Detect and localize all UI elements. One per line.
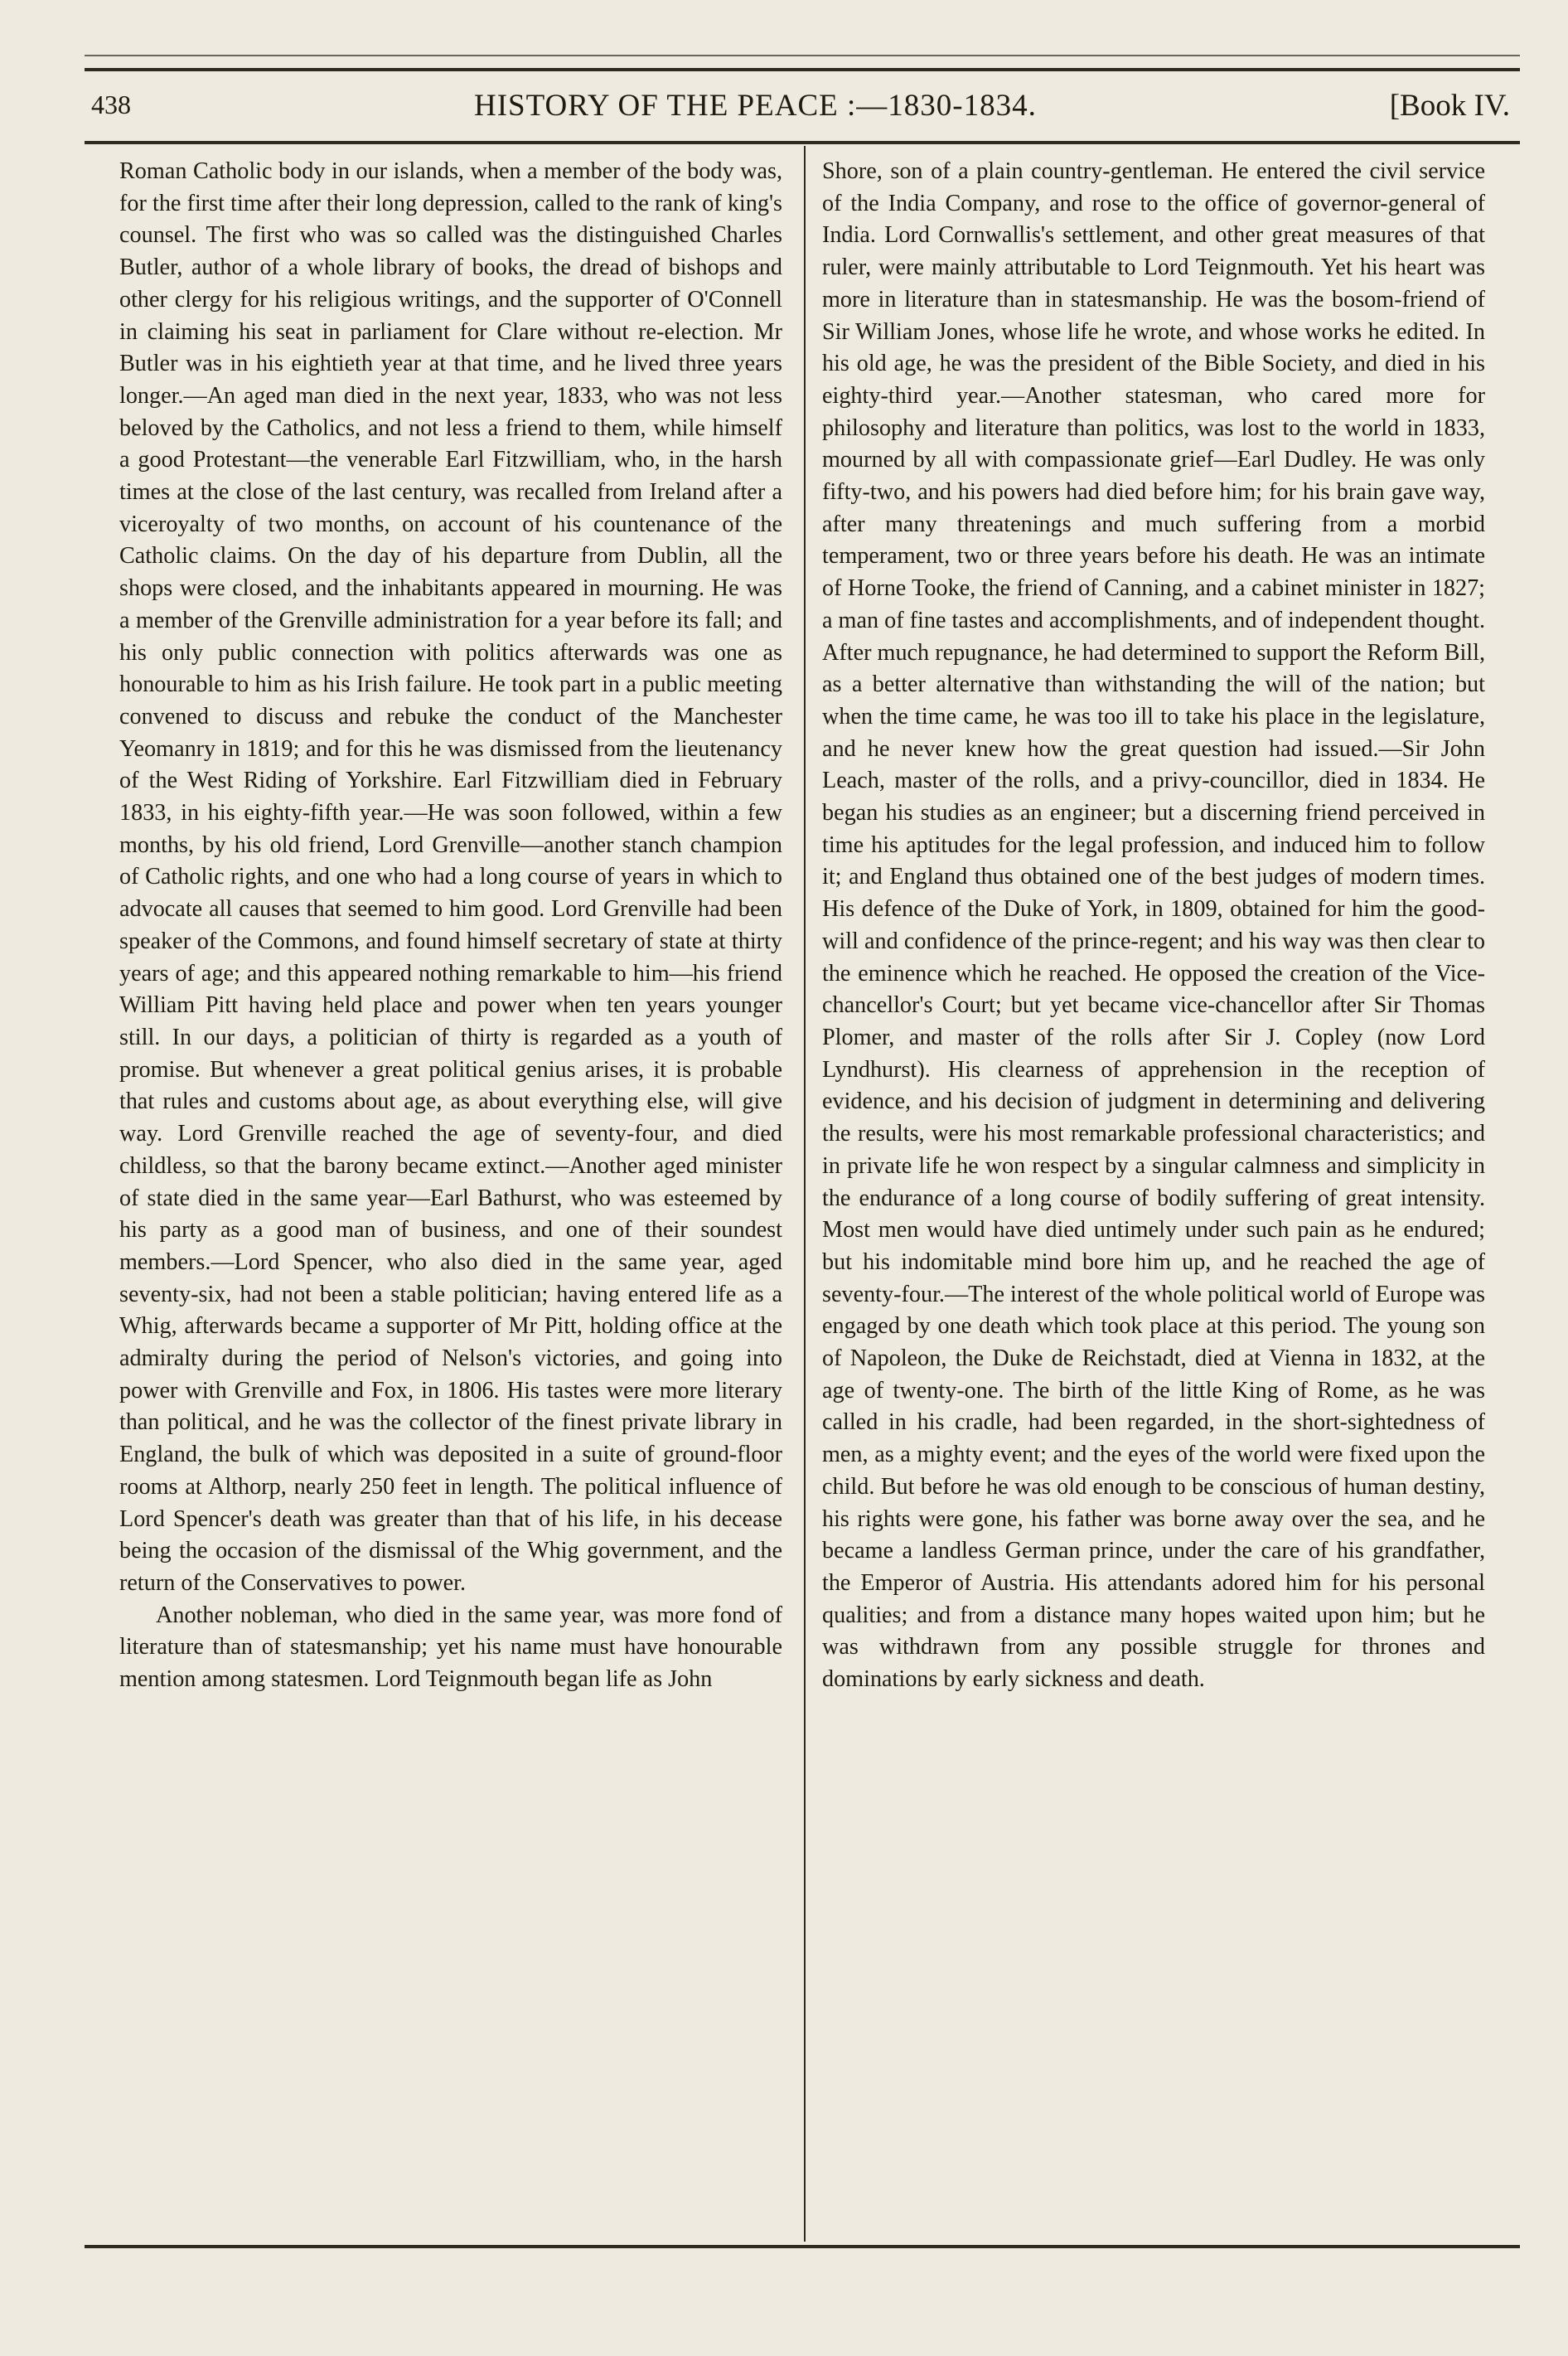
book-label: [Book IV. [1389,89,1510,123]
right-column [822,156,1485,2237]
column-divider [804,146,806,2242]
top-rule-thick [85,68,1520,71]
running-header [91,76,1518,134]
bottom-rule [85,2245,1520,2248]
running-title: HISTORY OF THE PEACE :—1830-1834. [474,89,1037,123]
paragraph: Roman Catholic body in our islands, when a member of the body was, for the first time after their long depression, called to the rank of king's counsel. The first who was so called was the distinguished Charles Butler, author of a whole library of books, the dread of bishops and other clergy for his religious writings, and the supporter of O'Connell in claiming his seat in parliament for Clare without re-election. Mr Butler was in his eightieth year at that time, and he lived three years longer.—An aged man died in the next year, 1833, who was not less beloved by the Catholics, and not less a friend to them, while himself a good Protestant—the venerable Earl Fitzwilliam, who, in the harsh times at the close of the last century, was recalled from Ireland after a viceroyalty of two months, on account of his countenance of the Catholic claims. On the day of his departure from Dublin, all the shops were closed, and the inhabitants appeared in mourning. He was a member of the Grenville administration for a year before its fall; and his only public connection with politics afterwards was one as honourable to him as his Irish failure. He took part in a public meeting convened to discuss and rebuke the conduct of the Manchester Yeomanry in 1819; and for this he was dismissed from the lieutenancy of the West Riding of Yorkshire. Earl Fitzwilliam died in February 1833, in his eighty-fifth year.—He was soon followed, within a few months, by his old friend, Lord Grenville—another stanch champion of Catholic rights, and one who had a long course of years in which to advocate all causes that seemed to him good. Lord Grenville had been speaker of the Commons, and found himself secretary of state at thirty years of age; and this appeared nothing remarkable to him—his friend William Pitt having held place and power when ten years younger still. In our days, a politician of thirty is regarded as a youth of promise. But whenever a great political genius arises, it is probable that rules and customs about age, as about everything else, will give way. Lord Grenville reached the age of seventy-four, and died childless, so that the barony became extinct.—Another aged minister of state died in the same year—Earl Bathurst, who was esteemed by his party as a good man of business, and one of their soundest members.—Lord Spencer, who also died in the same year, aged seventy-six, had not been a stable politician; having entered life as a Whig, afterwards became a supporter of Mr Pitt, holding office at the admiralty during the period of Nelson's victories, and going into power with Grenville and Fox, in 1806. His tastes were more literary than political, and he was the collector of the finest private library in England, the bulk of which was deposited in a suite of ground-floor rooms at Althorp, nearly 250 feet in length. The political influence of Lord Spencer's death was greater than that of his life, in his decease being the occasion of the dismissal of the Whig government, and the return of the Conservatives to power. [119,158,782,1596]
top-rule-thin [85,55,1520,56]
paragraph: Shore, son of a plain country-gentleman. He entered the civil service of the India Company, and rose to the office of governor-general of India. Lord Cornwallis's settlement, and other great measures of that ruler, were mainly attributable to Lord Teignmouth. Yet his heart was more in literature than in statesmanship. He was the bosom-friend of Sir William Jones, whose life he wrote, and whose works he edited. In his old age, he was the president of the Bible Society, and died in his eighty-third year.—Another statesman, who cared more for philosophy and literature than politics, was lost to the world in 1833, mourned by all with compassionate grief—Earl Dudley. He was only fifty-two, and his powers had died before him; for his brain gave way, after many threatenings and much suffering from a morbid temperament, two or three years before his death. He was an intimate of Horne Tooke, the friend of Canning, and a cabinet minister in 1827; a man of fine tastes and accomplishments, and of independent thought. After much repugnance, he had determined to support the Reform Bill, as a better alternative than withstanding the will of the nation; but when the time came, he was too ill to take his place in the legislature, and he never knew how the great question had issued.—Sir John Leach, master of the rolls, and a privy-councillor, died in 1834. He began his studies as an engineer; but a discerning friend perceived in time his aptitudes for the legal profession, and induced him to follow it; and England thus obtained one of the best judges of modern times. His defence of the Duke of York, in 1809, obtained for him the good-will and confidence of the prince-regent; and his way was then clear to the eminence which he reached. He opposed the creation of the Vice-chancellor's Court; but yet became vice-chancellor after Sir Thomas Plomer, and master of the rolls after Sir J. Copley (now Lord Lyndhurst). His clearness of apprehension in the reception of evidence, and his decision of judgment in determining and delivering the results, were his most remarkable professional characteristics; and in private life he won respect by a singular calmness and simplicity in the endurance of a long course of bodily suffering of great intensity. Most men would have died untimely under such pain as he endured; but his indomitable mind bore him up, and he reached the age of seventy-four.—The interest of the whole political world of Europe was engaged by one death which took place at this period. The young son of Napoleon, the Duke de Reichstadt, died at Vienna in 1832, at the age of twenty-one. The birth of the little King of Rome, as he was called in his cradle, had been regarded, in the short-sightedness of men, as a mighty event; and the eyes of the world were fixed upon the child. But before he was old enough to be conscious of human destiny, his rights were gone, his father was borne away over the sea, and he became a landless German prince, under the care of his grandfather, the Emperor of Austria. His attendants adored him for his personal qualities; and from a distance many hopes waited upon him; but he was withdrawn from any possible struggle for thrones and dominations by early sickness and death. [822,158,1485,1693]
header-rule [85,141,1520,144]
left-column [119,156,782,2237]
page-number: 438 [91,90,131,119]
paragraph: Another nobleman, who died in the same year, was more fond of literature than of statesmanship; yet his name must have honourable mention among statesmen. Lord Teignmouth began life as John [119,1602,782,1693]
